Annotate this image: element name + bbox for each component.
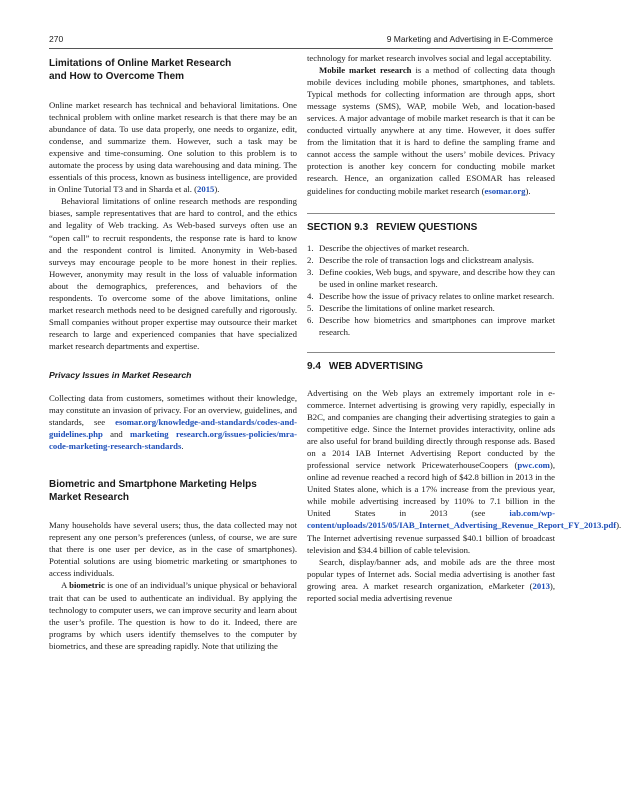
text: Advertising on the Web plays an extremely important role in e-commerce. Internet advertising is growing very rapidly, especially in B2C, and companies are changing their advertising strategies to gain a competitive edge. Since the Internet provides interactivity, online ads are also useful for brand building directly through response ads. Based on a 2014 IAB Internet Advertising Report conducted by the professional service network PricewaterhouseCoopers ( xyxy=(307,387,555,471)
esomar-guidelines-link[interactable]: esomar.org/knowledge-and-standards/codes-and-guidelines.php xyxy=(49,417,297,440)
left-column xyxy=(49,52,297,652)
list-item xyxy=(307,242,555,254)
heading-limitations xyxy=(49,57,297,83)
esomar-link[interactable]: esomar.org xyxy=(484,185,526,196)
item-text: Describe the objectives of market research. xyxy=(319,242,470,253)
review-questions-list xyxy=(307,242,555,338)
pwc-link[interactable]: pwc.com xyxy=(517,460,550,471)
section-rule xyxy=(307,352,555,353)
text: is a method of collecting data though mobile devices including mobile phones, smartphones, and tablets. Typical methods for collecting information are through apps, short message systems (SMS), WAP, mobile Web, and location-based services. A major advantage of mobile market research is that it can be conducted virtually anywhere at any time. However, it does suffer from the limitation that it is hard to define the sampling frame and cannot access the sample without the users’ mobile devices. Privacy protection is another key concern for conducting mobile market research. Hence, an organization called ESOMAR has released guidelines for conducting mobile market research ( xyxy=(307,65,555,196)
citation-link[interactable]: 2013 xyxy=(532,580,550,591)
text: ). xyxy=(525,185,531,196)
paragraph-mobile-research xyxy=(307,64,555,197)
paragraph-ad-types xyxy=(307,556,555,604)
heading-privacy: Privacy Issues in Market Research xyxy=(49,369,192,380)
text: ), online ad revenue reached a record high of $42.8 billion in 2013 in the United States alone, which is a 17% increase from the previous year, while mobile advertising increased by 110% to 7.1 billion in the United States in 2013 (see xyxy=(307,460,555,519)
item-text: Describe the role of transaction logs and clickstream analysis. xyxy=(319,254,534,265)
section-number: 9.4 xyxy=(307,360,321,372)
text: ). xyxy=(214,184,220,195)
text: . xyxy=(181,441,184,452)
paragraph-biometric xyxy=(49,579,297,651)
list-item xyxy=(307,314,555,338)
item-text: Describe the limitations of online market research. xyxy=(319,302,495,313)
heading-line: Market Research xyxy=(49,492,130,504)
item-number: 6. xyxy=(307,314,314,325)
list-item xyxy=(307,266,555,290)
item-text: Describe how biometrics and smartphones can improve market research. xyxy=(319,314,555,337)
list-item xyxy=(307,290,555,302)
text: is one of an individual’s unique physical or behavioral trait that can be used to authenticate an individual. By applying the technology to computer users, we can improve security and learn about the user’s profile. The question is how to do it. Indeed, there are programs by which users identify themselves to the computer by biometrics, and these are spreading rapidly. Note that utilizing the xyxy=(49,580,298,651)
term-mobile-market-research: Mobile market research xyxy=(319,65,412,76)
paragraph-households: Many households have several users; thus, the data collected may not represent any one person’s preferences (unless, of course, we are sure that there is one user per device, as in the case of smartphones). Potential solutions are using biometric marketing or smartphones to access individuals. xyxy=(49,520,297,579)
text: A xyxy=(61,580,70,591)
text: Search, display/banner ads, and mobile ads are the three most popular types of Internet ads. Social media advertising is another fast growing area. A market research organization, eMarketer ( xyxy=(307,556,555,591)
item-number: 4. xyxy=(307,290,314,301)
paragraph-behavioral: Behavioral limitations of online research methods are responding biases, sample representatives that are hard to control, and the ethics and legality of Web tracking. As Web-based surveys often use an “open call” to recruit respondents, the response rate is hard to know and the respondent control is limited. Anonymity in Web-based surveys may encourage people to be more honest in their replies. However, anonymity may result in the loss of valuable information about the demographics, preferences, and behaviors of the respondents. To overcome some of the above limitations, online market research methods need to be designed carefully and rigorously. Small companies without proper expertise may outsource their market research to large and experienced companies that have specialized market research departments and expertise. xyxy=(49,196,297,351)
section-title: REVIEW QUESTIONS xyxy=(376,221,478,233)
section-title: WEB ADVERTISING xyxy=(328,360,423,372)
section-number: SECTION 9.3 xyxy=(307,221,369,233)
item-number: 2. xyxy=(307,254,314,265)
mra-standards-link[interactable]: marketing research.org/issues-policies/mra-code-marketing-research-standards xyxy=(49,429,297,452)
item-number: 5. xyxy=(307,302,314,313)
web-advertising-heading xyxy=(307,360,555,373)
paragraph-limitations xyxy=(49,99,297,195)
section-rule xyxy=(307,213,555,214)
running-header xyxy=(49,34,553,48)
right-column xyxy=(307,52,621,604)
running-title: 9 Marketing and Advertising in E-Commerce xyxy=(386,34,553,44)
header-rule xyxy=(49,48,553,49)
list-item xyxy=(307,254,555,266)
citation-link[interactable]: 2015 xyxy=(197,184,215,195)
iab-report-link[interactable]: iab.com/wp-content/uploads/2015/05/IAB_Internet_Advertising_Revenue_Report_FY_2013.pdf xyxy=(307,508,617,531)
text: ), reported social media advertising revenue xyxy=(307,580,555,603)
item-number: 3. xyxy=(307,266,314,277)
text: ). The Internet advertising revenue surpassed $40.1 billion of broadcast television and $34.4 billion of cable television. xyxy=(307,520,621,555)
paragraph-continued: technology for market research involves social and legal acceptability. xyxy=(307,53,552,63)
item-text: Describe how the issue of privacy relates to online market research. xyxy=(319,290,555,301)
heading-line: and How to Overcome Them xyxy=(49,71,185,82)
page-number: 270 xyxy=(49,34,64,44)
term-biometric: biometric xyxy=(69,580,105,591)
list-item xyxy=(307,302,555,314)
heading-line: Limitations of Online Market Research xyxy=(49,58,232,69)
review-questions-heading xyxy=(307,221,555,234)
item-text: Define cookies, Web bugs, and spyware, and describe how they can be used in online market research. xyxy=(319,266,555,289)
item-number: 1. xyxy=(307,242,314,253)
heading-line: Biometric and Smartphone Marketing Helps xyxy=(49,479,257,491)
paragraph-web-advertising xyxy=(307,387,621,556)
text: Collecting data from customers, sometimes without their knowledge, may constitute an invasion of privacy. For an overview, guidelines, and standards, see xyxy=(49,392,297,428)
text: Online market research has technical and behavioral limitations. One technical problem with online market research is that there may be an abundance of data. To use data properly, one needs to organize, edit, condense, and summarize them. However, such a task may be expensive and time-consuming. One solution to this problem is to automate the process by using data warehousing and data mining. The essentials of this process, known as business intelligence, are provided in Online Tutorial T3 and in Sharda et al. ( xyxy=(49,100,297,195)
heading-biometric xyxy=(49,478,297,504)
text: and xyxy=(102,429,131,440)
paragraph-privacy xyxy=(49,392,297,452)
